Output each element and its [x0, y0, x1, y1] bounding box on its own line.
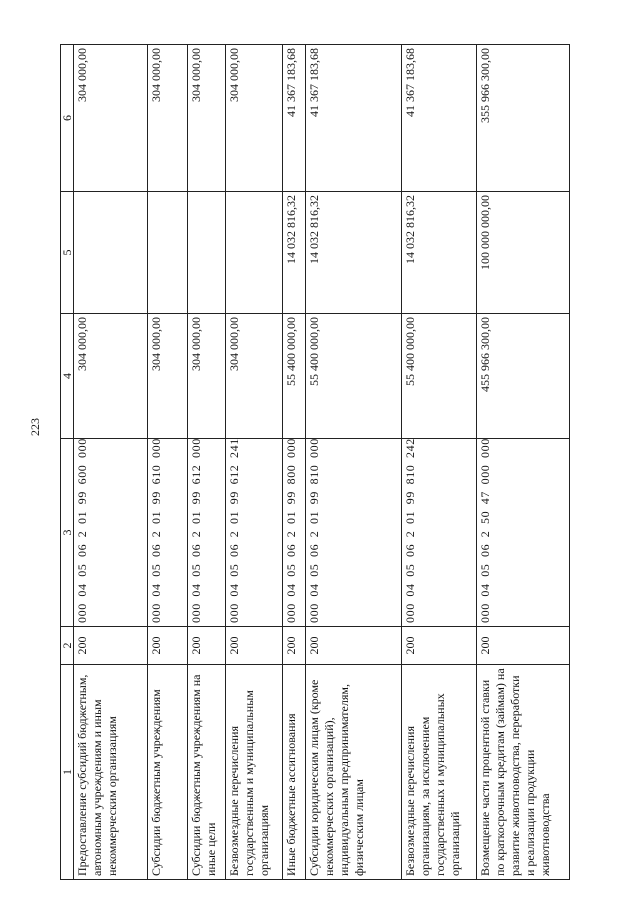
row-status: 200 [225, 627, 283, 665]
row-col4: 304 000,00 [188, 314, 226, 439]
row-name: Иные бюджетные ассигнования [283, 665, 306, 880]
table-row [401, 45, 476, 880]
budget-table-sheet [60, 45, 570, 880]
table-row [476, 45, 569, 880]
row-name: Предоставление субсидий бюджетным, автономным учреждениям и иным некоммерческим организациям [74, 665, 148, 880]
row-code: 000 04 05 06 2 01 99 800 000 [283, 439, 306, 627]
row-status: 200 [283, 627, 306, 665]
row-code: 000 04 05 06 2 01 99 810 000 [306, 439, 401, 627]
column-number-6: 6 [61, 45, 74, 192]
row-col4: 304 000,00 [225, 314, 283, 439]
row-status: 200 [306, 627, 401, 665]
row-col5 [74, 192, 148, 314]
row-col5 [225, 192, 283, 314]
column-number-2: 2 [61, 627, 74, 665]
table-row [283, 45, 306, 880]
page-number: 223 [28, 418, 42, 436]
row-code: 000 04 05 06 2 01 99 810 242 [401, 439, 476, 627]
row-code: 000 04 05 06 2 01 99 612 000 [188, 439, 226, 627]
column-number-row [61, 45, 74, 880]
row-name: Субсидии бюджетным учреждениям на иные цели [188, 665, 226, 880]
row-status: 200 [148, 627, 188, 665]
row-name: Безвозмездные перечисления государственным и муниципальным организациям [225, 665, 283, 880]
row-code: 000 04 05 06 2 01 99 610 000 [148, 439, 188, 627]
row-status: 200 [188, 627, 226, 665]
row-col6: 355 966 300,00 [476, 45, 569, 192]
table-row [148, 45, 188, 880]
row-col4: 455 966 300,00 [476, 314, 569, 439]
row-col4: 304 000,00 [148, 314, 188, 439]
table-row [188, 45, 226, 880]
column-number-4: 4 [61, 314, 74, 439]
row-name: Безвозмездные перечисления организациям, за исключением государственных и муниципальных организаций [401, 665, 476, 880]
row-col5: 14 032 816,32 [401, 192, 476, 314]
row-col6: 41 367 183,68 [401, 45, 476, 192]
column-number-5: 5 [61, 192, 74, 314]
row-status: 200 [74, 627, 148, 665]
row-col4: 304 000,00 [74, 314, 148, 439]
row-col6: 304 000,00 [148, 45, 188, 192]
row-col5 [148, 192, 188, 314]
row-name: Субсидии бюджетным учреждениям [148, 665, 188, 880]
row-col6: 304 000,00 [188, 45, 226, 192]
budget-table [60, 44, 570, 880]
row-col6: 41 367 183,68 [283, 45, 306, 192]
row-col5: 100 000 000,00 [476, 192, 569, 314]
row-name: Субсидии юридическим лицам (кроме некоммерческих организаций), индивидуальным предпринимателям, физическим лицам [306, 665, 401, 880]
row-col4: 55 400 000,00 [401, 314, 476, 439]
row-status: 200 [401, 627, 476, 665]
table-row [74, 45, 148, 880]
column-number-1: 1 [61, 665, 74, 880]
row-col6: 304 000,00 [74, 45, 148, 192]
row-status: 200 [476, 627, 569, 665]
row-name: Возмещение части процентной ставки по краткосрочным кредитам (займам) на развитие животноводства, переработки и реализации продукции животноводства [476, 665, 569, 880]
table-row [225, 45, 283, 880]
row-col4: 55 400 000,00 [283, 314, 306, 439]
row-col5: 14 032 816,32 [306, 192, 401, 314]
column-number-3: 3 [61, 439, 74, 627]
row-col6: 41 367 183,68 [306, 45, 401, 192]
row-col4: 55 400 000,00 [306, 314, 401, 439]
row-code: 000 04 05 06 2 01 99 600 000 [74, 439, 148, 627]
table-row [306, 45, 401, 880]
row-col5: 14 032 816,32 [283, 192, 306, 314]
row-code: 000 04 05 06 2 50 47 000 000 [476, 439, 569, 627]
row-code: 000 04 05 06 2 01 99 612 241 [225, 439, 283, 627]
row-col5 [188, 192, 226, 314]
row-col6: 304 000,00 [225, 45, 283, 192]
